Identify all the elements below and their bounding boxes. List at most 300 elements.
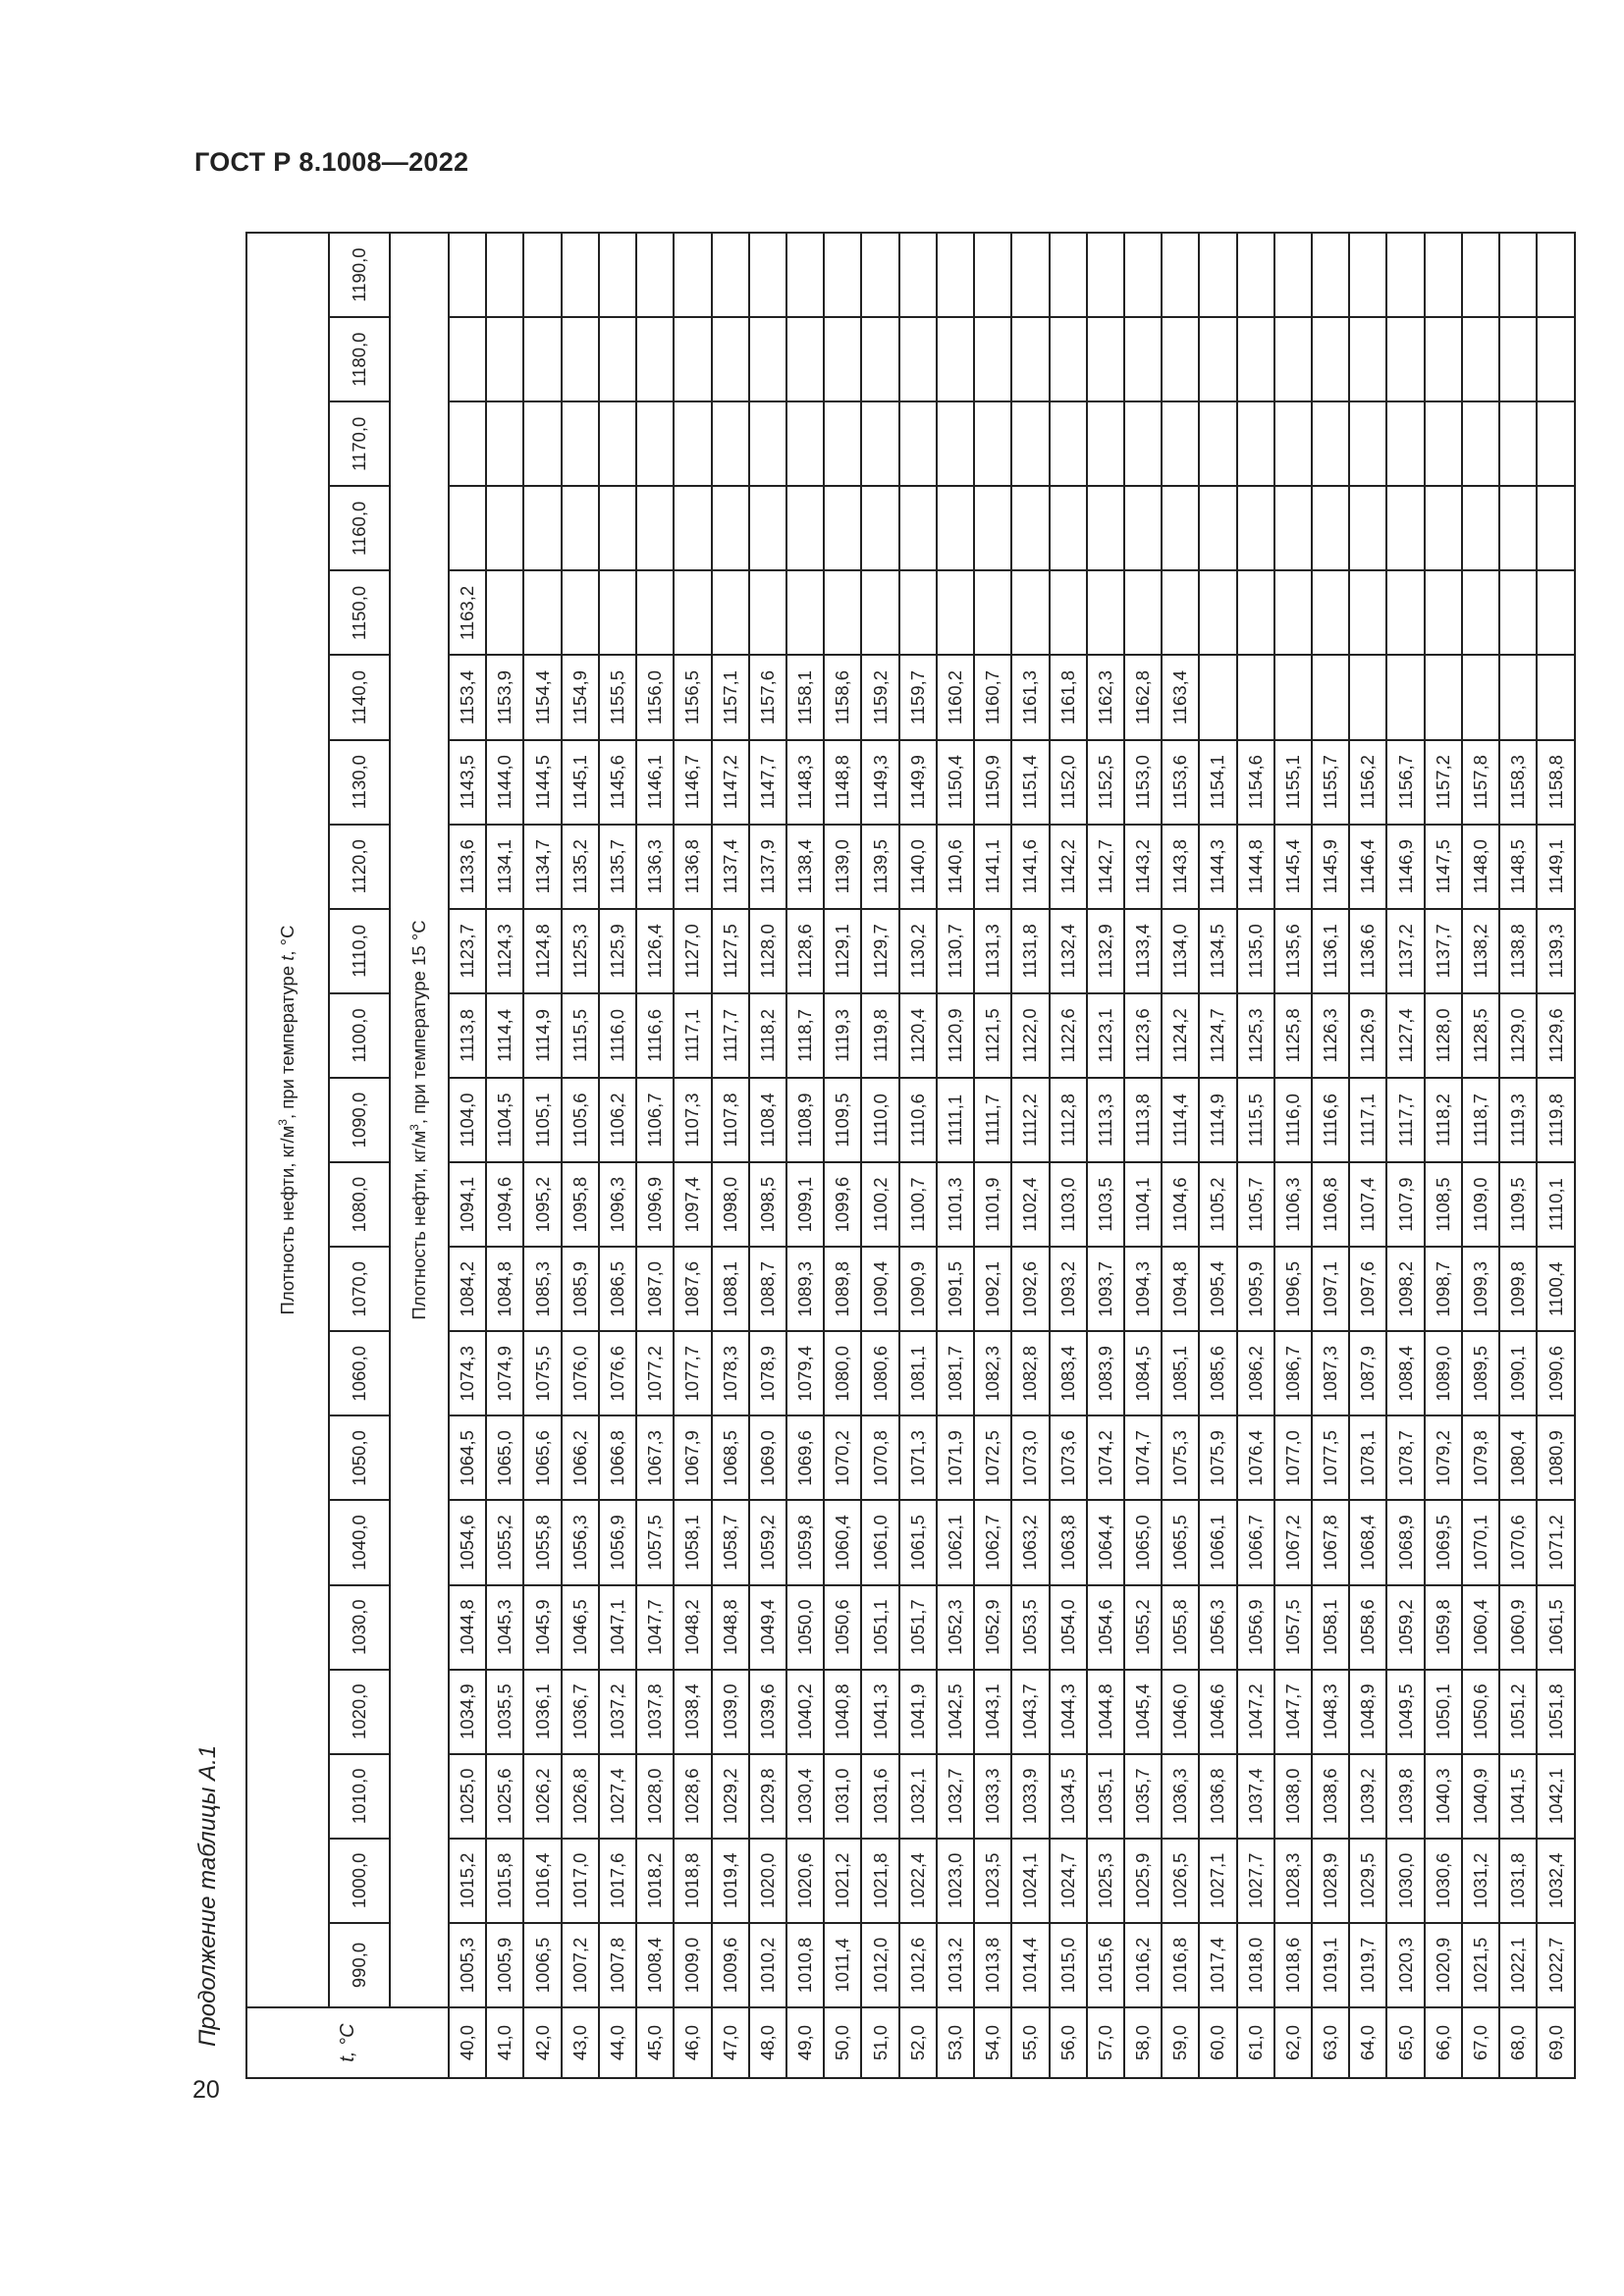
cell-temperature: 47,0 — [712, 2007, 749, 2078]
cell-density — [1124, 486, 1162, 570]
table-row — [562, 233, 599, 2078]
cell-density — [1199, 233, 1236, 317]
cell-density: 1127,0 — [674, 909, 711, 993]
cell-density — [1050, 317, 1087, 401]
cell-temperature: 67,0 — [1462, 2007, 1499, 2078]
cell-density: 1106,3 — [1274, 1162, 1312, 1247]
cell-density — [523, 401, 561, 486]
cell-density: 1039,2 — [1349, 1754, 1386, 1839]
cell-temperature: 60,0 — [1199, 2007, 1236, 2078]
cell-density: 1022,7 — [1537, 1923, 1575, 2007]
cell-density: 1023,0 — [937, 1839, 974, 1923]
cell-density: 1038,6 — [1312, 1754, 1349, 1839]
cell-density — [1312, 656, 1349, 740]
cell-density — [1537, 656, 1575, 740]
cell-density: 1017,6 — [599, 1839, 636, 1923]
cell-density — [1050, 233, 1087, 317]
cell-density: 1007,2 — [562, 1923, 599, 2007]
cell-density — [899, 317, 937, 401]
cell-density — [1124, 233, 1162, 317]
cell-density — [1499, 401, 1537, 486]
cell-density — [1162, 486, 1199, 570]
cell-density — [1237, 656, 1274, 740]
cell-density — [1537, 486, 1575, 570]
cell-density: 1090,9 — [899, 1247, 937, 1331]
cell-density: 1141,6 — [1011, 825, 1049, 909]
cell-density: 1094,8 — [1162, 1247, 1199, 1331]
cell-density: 1153,6 — [1162, 740, 1199, 825]
cell-density: 1039,8 — [1386, 1754, 1424, 1839]
cell-density — [523, 317, 561, 401]
cell-density: 1032,7 — [937, 1754, 974, 1839]
cell-density: 1107,8 — [712, 1078, 749, 1162]
cell-density: 1079,2 — [1425, 1415, 1462, 1500]
cell-density: 1045,3 — [486, 1585, 523, 1670]
cell-density: 1086,2 — [1237, 1331, 1274, 1415]
cell-density: 1026,8 — [562, 1754, 599, 1839]
cell-density: 1126,4 — [636, 909, 674, 993]
cell-density: 1026,5 — [1162, 1839, 1199, 1923]
cell-density: 1062,1 — [937, 1500, 974, 1584]
cell-density: 1142,7 — [1087, 825, 1124, 909]
cell-density — [1050, 486, 1087, 570]
cell-density: 1064,5 — [449, 1415, 486, 1500]
cell-density — [1011, 317, 1049, 401]
cell-density: 1029,2 — [712, 1754, 749, 1839]
cell-density: 1049,5 — [1386, 1670, 1424, 1754]
cell-density — [1386, 570, 1424, 655]
cell-density: 1137,7 — [1425, 909, 1462, 993]
cell-density: 1055,8 — [1162, 1585, 1199, 1670]
cell-density — [1162, 317, 1199, 401]
cell-density: 1076,4 — [1237, 1415, 1274, 1500]
cell-density — [523, 570, 561, 655]
cell-density: 1119,3 — [1499, 1078, 1537, 1162]
table-row — [674, 233, 711, 2078]
cell-density: 1005,3 — [449, 1923, 486, 2007]
cell-density — [599, 486, 636, 570]
cell-density: 1125,3 — [562, 909, 599, 993]
cell-density: 1049,4 — [749, 1585, 786, 1670]
header-density-at-15 — [390, 233, 449, 2007]
cell-density — [1237, 317, 1274, 401]
table-row — [599, 233, 636, 2078]
header-row-group — [246, 233, 329, 2078]
cell-density: 1148,3 — [786, 740, 824, 825]
cell-density: 1024,1 — [1011, 1839, 1049, 1923]
column-header-density: 1160,0 — [329, 486, 390, 570]
cell-density: 1110,0 — [861, 1078, 898, 1162]
cell-density: 1097,1 — [1312, 1247, 1349, 1331]
cell-density: 1040,2 — [786, 1670, 824, 1754]
cell-density: 1135,2 — [562, 825, 599, 909]
cell-density: 1013,8 — [974, 1923, 1011, 2007]
cell-density: 1108,5 — [1425, 1162, 1462, 1247]
table-row — [1050, 233, 1087, 2078]
document-title: ГОСТ Р 8.1008—2022 — [194, 147, 469, 177]
cell-density: 1115,5 — [562, 993, 599, 1078]
cell-density: 1103,5 — [1087, 1162, 1124, 1247]
cell-density: 1136,6 — [1349, 909, 1386, 993]
cell-density: 1068,4 — [1349, 1500, 1386, 1584]
cell-density: 1050,1 — [1425, 1670, 1462, 1754]
cell-density — [824, 233, 861, 317]
cell-density — [1011, 401, 1049, 486]
density-table — [245, 232, 1576, 2079]
cell-density — [1087, 401, 1124, 486]
cell-density: 1055,2 — [486, 1500, 523, 1584]
cell-density: 1161,3 — [1011, 656, 1049, 740]
cell-density: 1080,9 — [1537, 1415, 1575, 1500]
cell-density: 1082,8 — [1011, 1331, 1049, 1415]
cell-density — [1237, 401, 1274, 486]
cell-density: 1061,5 — [1537, 1585, 1575, 1670]
cell-density: 1072,5 — [974, 1415, 1011, 1500]
cell-density: 1113,3 — [1087, 1078, 1124, 1162]
cell-density: 1036,1 — [523, 1670, 561, 1754]
cell-density: 1116,6 — [636, 993, 674, 1078]
cell-density — [1312, 317, 1349, 401]
cell-density — [861, 317, 898, 401]
cell-density: 1058,1 — [674, 1500, 711, 1584]
cell-density: 1139,3 — [1537, 909, 1575, 993]
cell-density: 1081,7 — [937, 1331, 974, 1415]
cell-density: 1065,0 — [486, 1415, 523, 1500]
cell-density — [599, 401, 636, 486]
cell-density: 1069,0 — [749, 1415, 786, 1500]
cell-density: 1127,5 — [712, 909, 749, 993]
cell-density: 1161,8 — [1050, 656, 1087, 740]
cell-density — [486, 401, 523, 486]
cell-density: 1137,4 — [712, 825, 749, 909]
column-header-density: 1180,0 — [329, 317, 390, 401]
column-header-density: 1090,0 — [329, 1078, 390, 1162]
cell-density: 1058,6 — [1349, 1585, 1386, 1670]
cell-density: 1077,5 — [1312, 1415, 1349, 1500]
cell-density — [861, 401, 898, 486]
cell-density: 1157,6 — [749, 656, 786, 740]
table-row — [1312, 233, 1349, 2078]
cell-density — [1199, 486, 1236, 570]
cell-density: 1109,0 — [1462, 1162, 1499, 1247]
cell-density: 1153,9 — [486, 656, 523, 740]
cell-density — [899, 401, 937, 486]
cell-density: 1123,1 — [1087, 993, 1124, 1078]
cell-density: 1109,5 — [1499, 1162, 1537, 1247]
cell-density — [1199, 570, 1236, 655]
cell-density — [449, 317, 486, 401]
cell-density — [1499, 486, 1537, 570]
cell-density: 1156,7 — [1386, 740, 1424, 825]
column-header-density: 1190,0 — [329, 233, 390, 317]
cell-temperature: 55,0 — [1011, 2007, 1049, 2078]
cell-density — [1386, 317, 1424, 401]
cell-temperature: 52,0 — [899, 2007, 937, 2078]
cell-density — [1162, 570, 1199, 655]
cell-density: 1083,4 — [1050, 1331, 1087, 1415]
table-row — [786, 233, 824, 2078]
cell-density: 1119,8 — [861, 993, 898, 1078]
header-temperature — [246, 2007, 449, 2078]
cell-density: 1135,7 — [599, 825, 636, 909]
cell-density — [1050, 570, 1087, 655]
cell-density — [1199, 317, 1236, 401]
cell-density: 1099,3 — [1462, 1247, 1499, 1331]
cell-density: 1153,4 — [449, 656, 486, 740]
cell-density: 1077,7 — [674, 1331, 711, 1415]
cell-density — [1274, 317, 1312, 401]
cell-density: 1101,3 — [937, 1162, 974, 1247]
cell-density: 1116,0 — [599, 993, 636, 1078]
cell-density — [1499, 317, 1537, 401]
cell-density: 1129,7 — [861, 909, 898, 993]
cell-density: 1138,4 — [786, 825, 824, 909]
cell-density: 1124,7 — [1199, 993, 1236, 1078]
cell-density: 1093,7 — [1087, 1247, 1124, 1331]
cell-density: 1148,5 — [1499, 825, 1537, 909]
cell-density: 1032,1 — [899, 1754, 937, 1839]
cell-density: 1018,8 — [674, 1839, 711, 1923]
cell-temperature: 69,0 — [1537, 2007, 1575, 2078]
table-row — [1199, 233, 1236, 2078]
cell-density — [1537, 233, 1575, 317]
cell-density: 1016,2 — [1124, 1923, 1162, 2007]
column-header-density: 1140,0 — [329, 656, 390, 740]
cell-density: 1027,7 — [1237, 1839, 1274, 1923]
table-row — [1274, 233, 1312, 2078]
cell-density: 1060,4 — [1462, 1585, 1499, 1670]
cell-density: 1085,9 — [562, 1247, 599, 1331]
cell-density: 1059,2 — [1386, 1585, 1424, 1670]
cell-density: 1117,7 — [712, 993, 749, 1078]
cell-density: 1028,9 — [1312, 1839, 1349, 1923]
cell-density: 1092,6 — [1011, 1247, 1049, 1331]
cell-density: 1056,9 — [599, 1500, 636, 1584]
cell-density: 1118,2 — [749, 993, 786, 1078]
cell-density — [1425, 656, 1462, 740]
cell-density: 1092,1 — [974, 1247, 1011, 1331]
cell-density: 1070,6 — [1499, 1500, 1537, 1584]
cell-density — [1087, 233, 1124, 317]
cell-density — [1237, 486, 1274, 570]
cell-density: 1155,1 — [1274, 740, 1312, 825]
cell-density: 1010,8 — [786, 1923, 824, 2007]
cell-density: 1128,6 — [786, 909, 824, 993]
cell-density: 1079,4 — [786, 1331, 824, 1415]
cell-density — [1312, 233, 1349, 317]
cell-density: 1146,1 — [636, 740, 674, 825]
cell-density: 1090,4 — [861, 1247, 898, 1331]
cell-density — [636, 317, 674, 401]
cell-density: 1076,0 — [562, 1331, 599, 1415]
cell-density — [1274, 656, 1312, 740]
cell-density: 1059,8 — [786, 1500, 824, 1584]
cell-density: 1074,7 — [1124, 1415, 1162, 1500]
cell-density: 1005,9 — [486, 1923, 523, 2007]
cell-density: 1008,4 — [636, 1923, 674, 2007]
cell-density: 1157,1 — [712, 656, 749, 740]
cell-density — [1274, 486, 1312, 570]
cell-density: 1071,2 — [1537, 1500, 1575, 1584]
cell-density: 1126,3 — [1312, 993, 1349, 1078]
cell-density: 1101,9 — [974, 1162, 1011, 1247]
cell-density: 1134,1 — [486, 825, 523, 909]
cell-density — [636, 570, 674, 655]
cell-density: 1153,0 — [1124, 740, 1162, 825]
cell-density: 1064,4 — [1087, 1500, 1124, 1584]
cell-density: 1158,8 — [1537, 740, 1575, 825]
cell-density: 1144,3 — [1199, 825, 1236, 909]
cell-density — [1462, 486, 1499, 570]
cell-density: 1090,6 — [1537, 1331, 1575, 1415]
cell-density: 1063,8 — [1050, 1500, 1087, 1584]
cell-density: 1074,2 — [1087, 1415, 1124, 1500]
cell-density: 1078,9 — [749, 1331, 786, 1415]
cell-density: 1096,5 — [1274, 1247, 1312, 1331]
cell-density: 1118,7 — [786, 993, 824, 1078]
cell-temperature: 68,0 — [1499, 2007, 1537, 2078]
cell-density: 1020,3 — [1386, 1923, 1424, 2007]
cell-density — [449, 233, 486, 317]
cell-density — [712, 486, 749, 570]
column-header-density: 1040,0 — [329, 1500, 390, 1584]
cell-density: 1155,5 — [599, 656, 636, 740]
cell-density: 1121,5 — [974, 993, 1011, 1078]
cell-density: 1020,0 — [749, 1839, 786, 1923]
cell-density: 1076,6 — [599, 1331, 636, 1415]
cell-density — [562, 570, 599, 655]
density-table-container — [245, 232, 1576, 2079]
cell-density: 1047,2 — [1237, 1670, 1274, 1754]
cell-density: 1020,9 — [1425, 1923, 1462, 2007]
cell-density: 1042,5 — [937, 1670, 974, 1754]
cell-density: 1137,9 — [749, 825, 786, 909]
cell-density — [562, 233, 599, 317]
cell-density: 1096,3 — [599, 1162, 636, 1247]
cell-density: 1046,5 — [562, 1585, 599, 1670]
cell-density: 1154,4 — [523, 656, 561, 740]
cell-density: 1098,0 — [712, 1162, 749, 1247]
cell-density: 1084,2 — [449, 1247, 486, 1331]
cell-density: 1147,2 — [712, 740, 749, 825]
cell-density: 1019,1 — [1312, 1923, 1349, 2007]
cell-density: 1067,9 — [674, 1415, 711, 1500]
cell-density: 1104,5 — [486, 1078, 523, 1162]
cell-density — [599, 570, 636, 655]
cell-density: 1018,0 — [1237, 1923, 1274, 2007]
cell-density: 1066,1 — [1199, 1500, 1236, 1584]
cell-density — [899, 233, 937, 317]
cell-density: 1065,5 — [1162, 1500, 1199, 1584]
cell-density: 1149,3 — [861, 740, 898, 825]
cell-density: 1030,6 — [1425, 1839, 1462, 1923]
cell-density: 1081,1 — [899, 1331, 937, 1415]
cell-density: 1115,5 — [1237, 1078, 1274, 1162]
cell-density: 1015,0 — [1050, 1923, 1087, 2007]
cell-density: 1012,0 — [861, 1923, 898, 2007]
cell-temperature: 63,0 — [1312, 2007, 1349, 2078]
cell-density: 1030,4 — [786, 1754, 824, 1839]
cell-density: 1034,9 — [449, 1670, 486, 1754]
cell-density: 1129,1 — [824, 909, 861, 993]
cell-density: 1099,8 — [1499, 1247, 1537, 1331]
cell-density: 1052,3 — [937, 1585, 974, 1670]
cell-density: 1131,8 — [1011, 909, 1049, 993]
cell-density: 1054,6 — [1087, 1585, 1124, 1670]
cell-density: 1097,4 — [674, 1162, 711, 1247]
cell-density — [786, 570, 824, 655]
cell-density: 1018,6 — [1274, 1923, 1312, 2007]
cell-density: 1130,7 — [937, 909, 974, 993]
cell-density: 1028,6 — [674, 1754, 711, 1839]
cell-density: 1078,7 — [1386, 1415, 1424, 1500]
column-header-density: 1130,0 — [329, 740, 390, 825]
cell-density — [1011, 570, 1049, 655]
cell-density: 1124,8 — [523, 909, 561, 993]
cell-density: 1080,0 — [824, 1331, 861, 1415]
cell-density: 1086,7 — [1274, 1331, 1312, 1415]
cell-density: 1149,1 — [1537, 825, 1575, 909]
cell-density: 1037,2 — [599, 1670, 636, 1754]
cell-density: 1114,4 — [1162, 1078, 1199, 1162]
cell-density: 1016,4 — [523, 1839, 561, 1923]
cell-temperature: 59,0 — [1162, 2007, 1199, 2078]
cell-density: 1070,1 — [1462, 1500, 1499, 1584]
cell-density: 1099,1 — [786, 1162, 824, 1247]
cell-density: 1047,7 — [636, 1585, 674, 1670]
cell-density — [1199, 401, 1236, 486]
cell-density: 1141,1 — [974, 825, 1011, 909]
cell-density: 1138,2 — [1462, 909, 1499, 993]
cell-density: 1140,6 — [937, 825, 974, 909]
cell-density: 1086,5 — [599, 1247, 636, 1331]
cell-density: 1068,5 — [712, 1415, 749, 1500]
cell-density — [1462, 401, 1499, 486]
cell-density: 1148,8 — [824, 740, 861, 825]
cell-density: 1107,3 — [674, 1078, 711, 1162]
cell-density: 1087,6 — [674, 1247, 711, 1331]
cell-density: 1025,3 — [1087, 1839, 1124, 1923]
cell-density: 1061,5 — [899, 1500, 937, 1584]
cell-density — [449, 486, 486, 570]
column-header-density: 1060,0 — [329, 1331, 390, 1415]
cell-density: 1031,0 — [824, 1754, 861, 1839]
cell-density: 1027,1 — [1199, 1839, 1236, 1923]
header-density-prefix: Плотность нефти, кг/м — [277, 1125, 298, 1315]
cell-density: 1053,5 — [1011, 1585, 1049, 1670]
cell-density: 1109,5 — [824, 1078, 861, 1162]
cell-density: 1085,1 — [1162, 1331, 1199, 1415]
cell-density: 1048,2 — [674, 1585, 711, 1670]
cell-density: 1105,2 — [1199, 1162, 1236, 1247]
cell-temperature: 48,0 — [749, 2007, 786, 2078]
cell-density: 1071,3 — [899, 1415, 937, 1500]
cell-density — [937, 570, 974, 655]
cell-density — [1011, 233, 1049, 317]
cell-density: 1031,8 — [1499, 1839, 1537, 1923]
cell-density: 1015,2 — [449, 1839, 486, 1923]
cell-density: 1047,1 — [599, 1585, 636, 1670]
cell-density — [1312, 486, 1349, 570]
cell-density: 1037,4 — [1237, 1754, 1274, 1839]
table-row — [749, 233, 786, 2078]
cell-density — [1462, 233, 1499, 317]
cell-density — [1499, 233, 1537, 317]
cell-temperature: 41,0 — [486, 2007, 523, 2078]
cell-density — [1425, 570, 1462, 655]
cell-density: 1100,7 — [899, 1162, 937, 1247]
cell-density — [1237, 570, 1274, 655]
